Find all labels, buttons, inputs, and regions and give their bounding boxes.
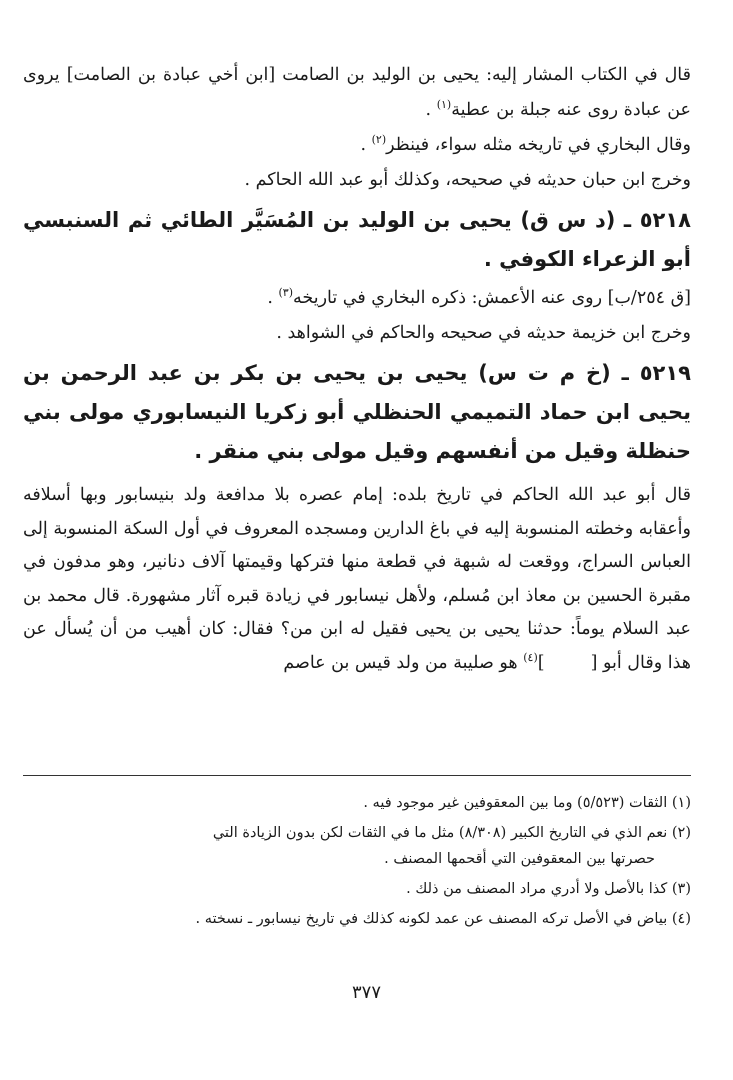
footnote-continuation: حصرتها بين المعقوفين التي أقحمها المصنف . — [384, 851, 655, 867]
footnote-divider — [23, 775, 691, 776]
entry-heading-5218: ٥٢١٨ ـ (د س ق) يحيى بن الوليد بن المُسَيَّر الطائي ثم السنبسي أبو الزعراء الكوفي . — [23, 208, 691, 271]
paragraph-text: قال في الكتاب المشار إليه: يحيى بن الوليد بن الصامت [ابن أخي عبادة بن الصامت] يروى عن عبادة روى عنه جبلة بن عطية — [23, 65, 691, 120]
footnote-2 — [23, 820, 691, 872]
paragraph-text: وقال البخاري في تاريخه مثله سواء، فينظر — [386, 135, 691, 155]
body-text: قال أبو عبد الله الحاكم في تاريخ بلده: إمام عصره بلا مدافعة ولد بنيسابور وبها أسلافه وأعقابه وخطته المنسوبة إليه في باغ الدارين ومسجده المعروف في أول السكة المنسوبة إلى العباس السراج، ووقعت له شبهة في قطعة منها فتركها وقيمتها آلاف دنانير، وهو مدفون في مقبرة الحسين بن معاذ ابن مُسلم، ولأهل نيسابور في زيادة قبره آثار مشهورة. قال محمد بن عبد السلام يوماً: حدثنا يحيى بن يحيى فقيل له ابن من؟ فقال: كان أهيب من أن يُسأل عن هذا وقال أبو [ — [23, 485, 691, 673]
bracket-close: ] — [537, 652, 545, 673]
paragraph-kitab-quote — [23, 58, 691, 128]
page-number: ٣٧٧ — [351, 982, 381, 1003]
main-text — [23, 58, 691, 698]
entry-heading-5219: ٥٢١٩ ـ (خ م ت س) يحيى بن يحيى بن بكر بن عبد الرحمن بن يحيى ابن حماد التميمي الحنظلي أبو زكريا النيسابوري مولى بني حنظلة وقيل من أنفسهم وقيل مولى بني منقر . — [23, 361, 691, 463]
footnote-3: (٣) كذا بالأصل ولا أدري مراد المصنف من ذلك . — [406, 881, 691, 897]
paragraph-ibn-hibban: وخرج ابن حبان حديثه في صحيحه، وكذلك أبو عبد الله الحاكم . — [244, 170, 691, 190]
body-end: هو صليبة من ولد قيس بن عاصم — [283, 652, 524, 673]
footnote-text: (٢) نعم الذي في التاريخ الكبير (٨/٣٠٨) مثل ما في الثقات لكن بدون الزيادة التي — [212, 825, 691, 841]
paragraph-bukhari — [23, 128, 691, 163]
footnote-ref-3: (٣) — [278, 286, 294, 300]
footnote-ref-4: (٤) — [523, 650, 538, 664]
footnote-1: (١) الثقات (٥/٥٢٣) وما بين المعقوفين غير موجود فيه . — [363, 795, 691, 811]
footnote-ref-2: (٢) — [371, 133, 387, 147]
entry-5219-body — [23, 479, 691, 680]
footnote-4: (٤) بياض في الأصل تركه المصنف عن عمد لكونه كذلك في تاريخ نيسابور ـ نسخته . — [195, 911, 691, 927]
entry-5218-line-2: وخرج ابن خزيمة حديثه في صحيحه والحاكم في الشواهد . — [276, 323, 691, 343]
footnotes — [23, 790, 691, 936]
entry-5218-line-1 — [23, 281, 691, 316]
paragraph-end: . — [267, 288, 279, 308]
paragraph-end: . — [425, 100, 437, 120]
paragraph-text: [ق ٢٥٤/ب] روى عنه الأعمش: ذكره البخاري في تاريخه — [293, 288, 691, 308]
paragraph-end: . — [360, 135, 372, 155]
footnote-ref-1: (١) — [436, 98, 452, 112]
